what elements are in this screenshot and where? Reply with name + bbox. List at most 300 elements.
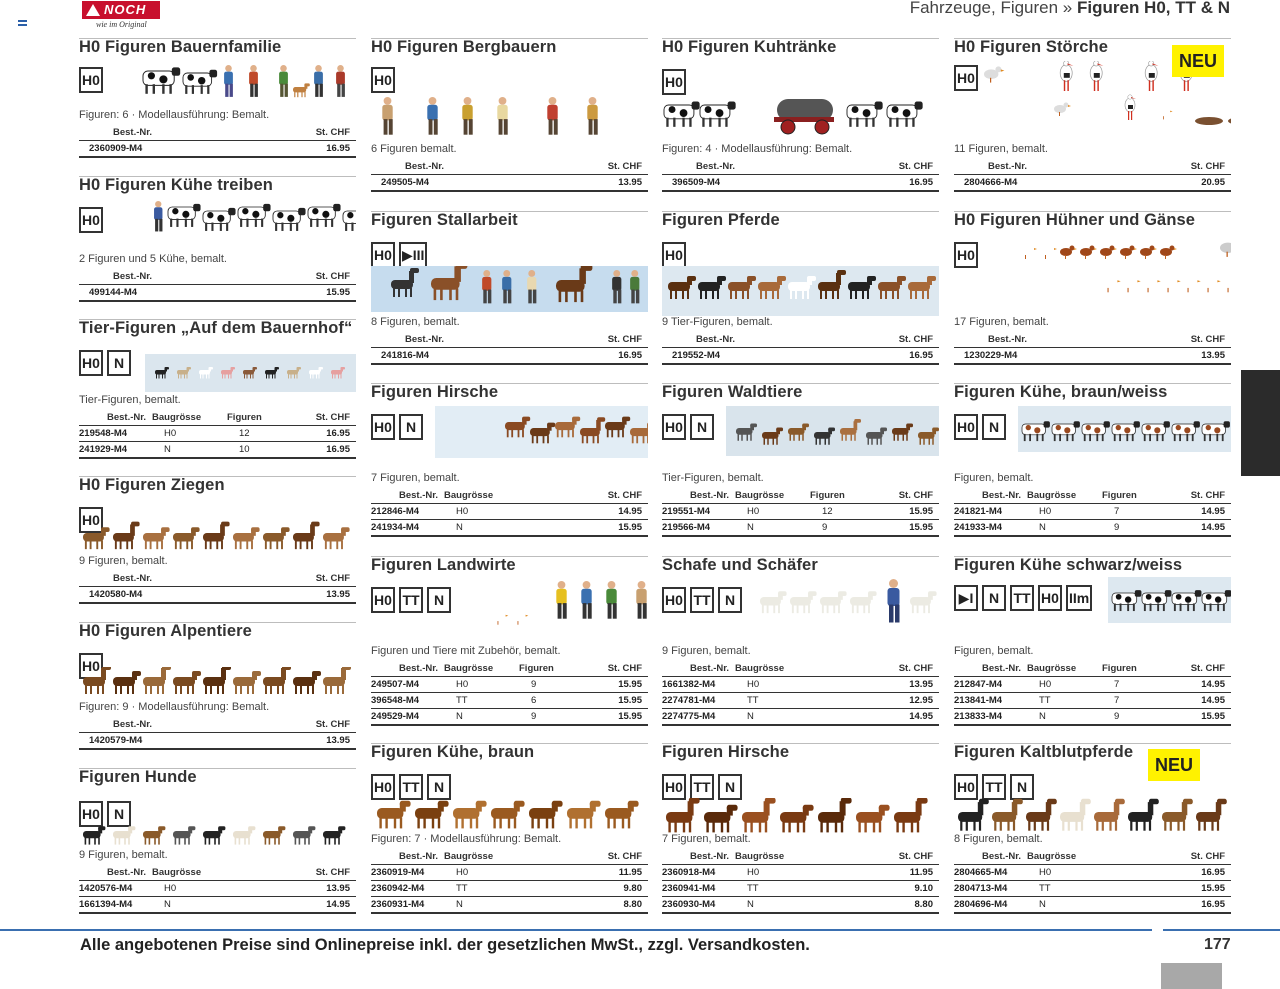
order-number[interactable]: 219566-M4 bbox=[662, 520, 735, 537]
col-best-nr: Best.-Nr. bbox=[107, 411, 147, 423]
col-price: St. CHF bbox=[1190, 333, 1225, 345]
scale-badge: ▶III bbox=[399, 242, 427, 268]
scale-value: H0 bbox=[444, 504, 514, 520]
price: 15.95 bbox=[1172, 709, 1231, 726]
order-number[interactable]: 219548-M4 bbox=[79, 426, 152, 442]
table-row[interactable] bbox=[371, 897, 648, 914]
col-baugroesse: Baugrösse bbox=[444, 489, 494, 501]
order-number[interactable]: 1661382-M4 bbox=[662, 677, 735, 693]
product-photo[interactable] bbox=[435, 406, 648, 458]
table-row[interactable] bbox=[662, 504, 939, 520]
product-description: 11 Figuren, bemalt. bbox=[954, 143, 1048, 155]
price: 15.95 bbox=[203, 285, 356, 302]
col-price: St. CHF bbox=[607, 160, 642, 172]
product-image bbox=[113, 199, 356, 239]
price-table bbox=[79, 125, 356, 158]
product-description: Figuren, bemalt. bbox=[954, 472, 1034, 484]
table-row[interactable] bbox=[954, 897, 1231, 914]
col-best-nr: Best.-Nr. bbox=[982, 850, 1022, 862]
scale-badges bbox=[371, 774, 451, 800]
price: 16.95 bbox=[1097, 897, 1231, 914]
product-title[interactable]: Figuren Landwirte bbox=[371, 556, 516, 574]
product-image bbox=[1018, 406, 1231, 452]
table-row[interactable] bbox=[371, 504, 648, 520]
breadcrumb-parent[interactable]: Fahrzeuge, Figuren » bbox=[909, 0, 1073, 17]
product-photo[interactable] bbox=[662, 266, 939, 316]
product-title[interactable]: Figuren Hirsche bbox=[662, 743, 790, 761]
product-title[interactable]: Figuren Waldtiere bbox=[662, 383, 803, 401]
scale-value: H0 bbox=[735, 504, 810, 520]
scale-badges bbox=[79, 207, 103, 233]
figure-count: 7 bbox=[1102, 504, 1172, 520]
breadcrumb bbox=[910, 0, 1230, 18]
product-image bbox=[1108, 577, 1231, 623]
price-table bbox=[954, 849, 1231, 914]
product-description: Figuren und Tiere mit Zubehör, bemalt. bbox=[371, 645, 561, 657]
product-title[interactable]: H0 Figuren Ziegen bbox=[79, 476, 225, 494]
col-figuren: Figuren bbox=[227, 411, 262, 423]
price: 13.95 bbox=[222, 881, 356, 897]
product-image bbox=[662, 91, 939, 141]
product-description: Figuren: 7 · Modellausführung: Bemalt. bbox=[371, 833, 562, 845]
col-price: St. CHF bbox=[315, 866, 350, 878]
product-title[interactable]: H0 Figuren Bauernfamilie bbox=[79, 38, 282, 56]
price: 14.95 bbox=[805, 709, 939, 726]
col-best-nr: Best.-Nr. bbox=[982, 662, 1022, 674]
scale-badges bbox=[371, 414, 423, 440]
table-row[interactable] bbox=[79, 442, 356, 459]
product-title[interactable]: Schafe und Schäfer bbox=[662, 556, 818, 574]
product-photo[interactable] bbox=[79, 521, 356, 557]
scale-badge: H0 bbox=[662, 587, 686, 613]
scale-value: N bbox=[1027, 897, 1097, 914]
col-best-nr: Best.-Nr. bbox=[988, 333, 1028, 345]
col-price: St. CHF bbox=[898, 333, 933, 345]
order-number[interactable]: 2804713-M4 bbox=[954, 881, 1027, 897]
footer-divider-right bbox=[1163, 929, 1280, 931]
table-row[interactable] bbox=[954, 881, 1231, 897]
table-row[interactable] bbox=[954, 175, 1231, 192]
col-price: St. CHF bbox=[898, 160, 933, 172]
col-baugroesse: Baugrösse bbox=[1027, 662, 1077, 674]
col-best-nr: Best.-Nr. bbox=[113, 572, 153, 584]
scale-badge: H0 bbox=[79, 653, 103, 679]
scale-badge: H0 bbox=[371, 587, 395, 613]
order-number[interactable]: 212846-M4 bbox=[371, 504, 444, 520]
order-number[interactable]: 2274781-M4 bbox=[662, 693, 735, 709]
order-number[interactable]: 213841-M4 bbox=[954, 693, 1027, 709]
product-photo[interactable] bbox=[113, 59, 356, 103]
product-description: 7 Figuren, bemalt. bbox=[662, 833, 751, 845]
scale-badge: N bbox=[427, 774, 451, 800]
figure-count: 7 bbox=[1102, 693, 1172, 709]
col-price: St. CHF bbox=[607, 850, 642, 862]
table-row[interactable] bbox=[79, 285, 356, 302]
breadcrumb-current: Figuren H0, TT & N bbox=[1077, 0, 1230, 17]
table-row[interactable] bbox=[79, 587, 356, 604]
order-number[interactable]: 1420580-M4 bbox=[79, 587, 203, 604]
scale-badge: H0 bbox=[79, 507, 103, 533]
price: 11.95 bbox=[514, 865, 648, 881]
scale-badge: TT bbox=[1010, 585, 1034, 611]
scale-badge: N bbox=[427, 587, 451, 613]
table-row[interactable] bbox=[662, 693, 939, 709]
product-kuehe-braun bbox=[371, 743, 648, 910]
product-description: 9 Figuren, bemalt. bbox=[662, 645, 751, 657]
order-number[interactable]: 2360941-M4 bbox=[662, 881, 735, 897]
col-best-nr: Best.-Nr. bbox=[696, 333, 736, 345]
product-stallarbeit bbox=[371, 211, 648, 361]
order-number[interactable]: 499144-M4 bbox=[79, 285, 203, 302]
price: 14.95 bbox=[1172, 677, 1231, 693]
product-description: 9 Figuren, bemalt. bbox=[79, 849, 168, 861]
scale-badge: H0 bbox=[954, 774, 978, 800]
table-row[interactable] bbox=[662, 520, 939, 537]
price: 13.95 bbox=[805, 677, 939, 693]
scale-badge: N bbox=[690, 414, 714, 440]
order-number[interactable]: 1230229-M4 bbox=[954, 348, 1078, 365]
table-row[interactable] bbox=[954, 693, 1231, 709]
page-corner-block bbox=[1161, 963, 1222, 989]
product-schafe bbox=[662, 556, 939, 722]
product-title[interactable]: Figuren Kühe, braun bbox=[371, 743, 535, 761]
product-image bbox=[756, 579, 939, 631]
col-best-nr: Best.-Nr. bbox=[696, 160, 736, 172]
price-table bbox=[662, 849, 939, 914]
figure-count: 12 bbox=[810, 504, 880, 520]
table-row[interactable] bbox=[662, 865, 939, 881]
col-best-nr: Best.-Nr. bbox=[405, 333, 445, 345]
order-number[interactable]: 241816-M4 bbox=[371, 348, 495, 365]
product-photo[interactable] bbox=[1018, 406, 1231, 452]
price: 16.95 bbox=[297, 442, 356, 459]
product-hunde bbox=[79, 768, 356, 910]
col-best-nr: Best.-Nr. bbox=[982, 489, 1022, 501]
order-number[interactable]: 1420576-M4 bbox=[79, 881, 152, 897]
scale-badge: TT bbox=[399, 587, 423, 613]
table-row[interactable] bbox=[371, 520, 648, 537]
table-row[interactable] bbox=[662, 677, 939, 693]
product-photo[interactable] bbox=[1108, 577, 1231, 623]
order-number[interactable]: 396548-M4 bbox=[371, 693, 444, 709]
col-price: St. CHF bbox=[607, 662, 642, 674]
product-title[interactable]: Figuren Pferde bbox=[662, 211, 780, 229]
price-table bbox=[371, 661, 648, 726]
col-price: St. CHF bbox=[315, 572, 350, 584]
order-number[interactable]: 249529-M4 bbox=[371, 709, 444, 726]
scale-value: N bbox=[152, 897, 222, 914]
product-title[interactable]: H0 Figuren Alpentiere bbox=[79, 622, 252, 640]
product-image bbox=[79, 521, 356, 557]
scale-badges bbox=[371, 242, 427, 268]
table-row[interactable] bbox=[954, 504, 1231, 520]
scale-badges bbox=[79, 67, 103, 93]
scale-badge: H0 bbox=[79, 350, 103, 376]
product-photo[interactable] bbox=[465, 579, 648, 631]
price: 13.95 bbox=[203, 733, 356, 750]
price: 15.95 bbox=[1097, 881, 1231, 897]
price: 15.95 bbox=[880, 504, 939, 520]
col-baugroesse: Baugrösse bbox=[735, 489, 785, 501]
price: 13.95 bbox=[495, 175, 648, 192]
col-price: St. CHF bbox=[315, 126, 350, 138]
brand-logo bbox=[82, 1, 160, 31]
scale-badge: H0 bbox=[371, 414, 395, 440]
order-number[interactable]: 2804696-M4 bbox=[954, 897, 1027, 914]
scale-value: TT bbox=[444, 693, 519, 709]
price: 20.95 bbox=[1078, 175, 1231, 192]
price: 13.95 bbox=[203, 587, 356, 604]
price-table bbox=[79, 717, 356, 750]
scale-badge: TT bbox=[399, 774, 423, 800]
scale-badge: H0 bbox=[79, 801, 103, 827]
price: 12.95 bbox=[805, 693, 939, 709]
product-photo[interactable] bbox=[113, 199, 356, 239]
table-row[interactable] bbox=[79, 426, 356, 442]
table-row[interactable] bbox=[79, 141, 356, 158]
product-description: Tier-Figuren, bemalt. bbox=[79, 394, 181, 406]
col-figuren: Figuren bbox=[810, 489, 845, 501]
product-photo[interactable] bbox=[726, 406, 939, 456]
table-row[interactable] bbox=[79, 897, 356, 914]
new-badge: NEU bbox=[1148, 749, 1200, 781]
product-title[interactable]: Figuren Hunde bbox=[79, 768, 197, 786]
product-title[interactable]: Figuren Stallarbeit bbox=[371, 211, 518, 229]
product-title[interactable]: Tier-Figuren „Auf dem Bauernhof“ bbox=[79, 319, 353, 337]
col-price: St. CHF bbox=[1190, 662, 1225, 674]
scale-badges bbox=[662, 774, 742, 800]
table-row[interactable] bbox=[662, 175, 939, 192]
table-row[interactable] bbox=[954, 677, 1231, 693]
table-row[interactable] bbox=[954, 709, 1231, 726]
col-baugroesse: Baugrösse bbox=[1027, 850, 1077, 862]
table-row[interactable] bbox=[79, 733, 356, 750]
col-price: St. CHF bbox=[1190, 489, 1225, 501]
order-number[interactable]: 2360931-M4 bbox=[371, 897, 444, 914]
scale-badge: TT bbox=[690, 587, 714, 613]
scale-value: H0 bbox=[152, 881, 222, 897]
scale-value: H0 bbox=[735, 865, 805, 881]
product-title[interactable]: Figuren Kühe schwarz/weiss bbox=[954, 556, 1183, 574]
product-title[interactable]: Figuren Kühe, braun/weiss bbox=[954, 383, 1168, 401]
product-title[interactable]: H0 Figuren Hühner und Gänse bbox=[954, 211, 1196, 229]
scale-value: H0 bbox=[444, 677, 519, 693]
scale-badges bbox=[662, 587, 742, 613]
scale-badge: H0 bbox=[662, 69, 686, 95]
order-number[interactable]: 2360909-M4 bbox=[79, 141, 203, 158]
product-hirsche-1 bbox=[371, 383, 648, 533]
scale-value: N bbox=[444, 709, 519, 726]
scale-badge: H0 bbox=[662, 414, 686, 440]
order-number[interactable]: 2360942-M4 bbox=[371, 881, 444, 897]
table-row[interactable] bbox=[662, 348, 939, 365]
order-number[interactable]: 241933-M4 bbox=[954, 520, 1027, 537]
product-photo[interactable] bbox=[371, 798, 648, 834]
scale-value: H0 bbox=[735, 677, 805, 693]
scale-badges bbox=[371, 587, 451, 613]
col-figuren: Figuren bbox=[1102, 489, 1137, 501]
order-number[interactable]: 213833-M4 bbox=[954, 709, 1027, 726]
order-number[interactable]: 1420579-M4 bbox=[79, 733, 203, 750]
scale-value: N bbox=[444, 897, 514, 914]
scale-badge: N bbox=[107, 801, 131, 827]
chapter-tab[interactable] bbox=[1241, 370, 1280, 476]
price-table bbox=[371, 159, 648, 192]
table-row[interactable] bbox=[79, 881, 356, 897]
product-photo[interactable] bbox=[79, 354, 356, 392]
col-best-nr: Best.-Nr. bbox=[399, 489, 439, 501]
order-number[interactable]: 396509-M4 bbox=[662, 175, 786, 192]
price-table bbox=[79, 865, 356, 914]
table-row[interactable] bbox=[371, 709, 648, 726]
price-table bbox=[954, 332, 1231, 365]
product-title[interactable]: H0 Figuren Störche bbox=[954, 38, 1108, 56]
product-description: 2 Figuren und 5 Kühe, bemalt. bbox=[79, 253, 227, 265]
price: 13.95 bbox=[1078, 348, 1231, 365]
scale-badge: H0 bbox=[79, 207, 103, 233]
price: 16.95 bbox=[786, 348, 939, 365]
scale-value: TT bbox=[735, 881, 805, 897]
product-alpentiere bbox=[79, 622, 356, 746]
order-number[interactable]: 241934-M4 bbox=[371, 520, 444, 537]
scale-value: N bbox=[735, 709, 805, 726]
order-number[interactable]: 249507-M4 bbox=[371, 677, 444, 693]
product-kuehe-treiben bbox=[79, 176, 356, 298]
order-number[interactable]: 2804666-M4 bbox=[954, 175, 1078, 192]
scale-value: H0 bbox=[152, 426, 227, 442]
product-description: 7 Figuren, bemalt. bbox=[371, 472, 460, 484]
product-kuhtraenke bbox=[662, 38, 939, 188]
logo-wordmark: NOCH bbox=[82, 1, 160, 19]
product-image bbox=[371, 91, 648, 141]
table-row[interactable] bbox=[662, 881, 939, 897]
price: 15.95 bbox=[880, 520, 939, 537]
figure-count: 9 bbox=[1102, 520, 1172, 537]
scale-badge: H0 bbox=[1038, 585, 1062, 611]
col-price: St. CHF bbox=[607, 333, 642, 345]
table-row[interactable] bbox=[371, 677, 648, 693]
price: 16.95 bbox=[786, 175, 939, 192]
price: 14.95 bbox=[222, 897, 356, 914]
price: 16.95 bbox=[1097, 865, 1231, 881]
price-table bbox=[662, 332, 939, 365]
table-row[interactable] bbox=[662, 709, 939, 726]
product-title[interactable]: Figuren Kaltblutpferde bbox=[954, 743, 1134, 761]
scale-badge: H0 bbox=[662, 242, 686, 268]
figure-count: 9 bbox=[519, 677, 589, 693]
table-row[interactable] bbox=[371, 175, 648, 192]
scale-badge: TT bbox=[690, 774, 714, 800]
product-photo[interactable] bbox=[756, 579, 939, 631]
scale-badges bbox=[954, 65, 978, 91]
product-image bbox=[435, 406, 648, 458]
product-photo[interactable] bbox=[984, 238, 1231, 310]
order-number[interactable]: 241929-M4 bbox=[79, 442, 152, 459]
scale-badges bbox=[954, 585, 1092, 611]
product-description: 8 Figuren, bemalt. bbox=[371, 316, 460, 328]
product-description: 8 Figuren, bemalt. bbox=[954, 833, 1043, 845]
figure-count: 10 bbox=[227, 442, 297, 459]
product-image bbox=[662, 266, 939, 316]
figure-count: 7 bbox=[1102, 677, 1172, 693]
order-number[interactable]: 219551-M4 bbox=[662, 504, 735, 520]
scale-value: TT bbox=[444, 881, 514, 897]
order-number[interactable]: 2804665-M4 bbox=[954, 865, 1027, 881]
col-price: St. CHF bbox=[1190, 850, 1225, 862]
product-image bbox=[465, 579, 648, 631]
scale-badge: TT bbox=[982, 774, 1006, 800]
product-title[interactable]: Figuren Hirsche bbox=[371, 383, 499, 401]
col-best-nr: Best.-Nr. bbox=[988, 160, 1028, 172]
scale-badges bbox=[954, 774, 1034, 800]
product-kuehe-braunweiss bbox=[954, 383, 1231, 533]
order-number[interactable]: 241821-M4 bbox=[954, 504, 1027, 520]
col-baugroesse: Baugrösse bbox=[444, 662, 494, 674]
product-tier-figuren bbox=[79, 319, 356, 455]
product-description: 6 Figuren bemalt. bbox=[371, 143, 457, 155]
product-title[interactable]: H0 Figuren Kuhtränke bbox=[662, 38, 837, 56]
order-number[interactable]: 219552-M4 bbox=[662, 348, 786, 365]
table-row[interactable] bbox=[371, 693, 648, 709]
product-waldtiere bbox=[662, 383, 939, 533]
product-photo[interactable] bbox=[371, 91, 648, 141]
col-best-nr: Best.-Nr. bbox=[399, 662, 439, 674]
order-number[interactable]: 2360918-M4 bbox=[662, 865, 735, 881]
order-number[interactable]: 2360919-M4 bbox=[371, 865, 444, 881]
product-title[interactable]: H0 Figuren Kühe treiben bbox=[79, 176, 273, 194]
product-description: Tier-Figuren, bemalt. bbox=[662, 472, 764, 484]
figure-count: 6 bbox=[519, 693, 589, 709]
table-row[interactable] bbox=[371, 865, 648, 881]
product-description: Figuren: 4 · Modellausführung: Bemalt. bbox=[662, 143, 853, 155]
table-row[interactable] bbox=[662, 897, 939, 914]
table-row[interactable] bbox=[954, 348, 1231, 365]
scale-badge: H0 bbox=[371, 774, 395, 800]
order-number[interactable]: 212847-M4 bbox=[954, 677, 1027, 693]
product-image bbox=[113, 59, 356, 103]
price: 14.95 bbox=[1172, 504, 1231, 520]
table-row[interactable] bbox=[371, 881, 648, 897]
order-number[interactable]: 249505-M4 bbox=[371, 175, 495, 192]
price: 9.80 bbox=[514, 881, 648, 897]
price: 11.95 bbox=[805, 865, 939, 881]
scale-value: N bbox=[444, 520, 514, 537]
table-row[interactable] bbox=[954, 520, 1231, 537]
table-row[interactable] bbox=[954, 865, 1231, 881]
table-row[interactable] bbox=[371, 348, 648, 365]
product-bauernfamilie bbox=[79, 38, 356, 154]
col-baugroesse: Baugrösse bbox=[152, 866, 202, 878]
price-table bbox=[371, 849, 648, 914]
product-photo[interactable] bbox=[371, 266, 648, 312]
price: 15.95 bbox=[589, 693, 648, 709]
order-number[interactable]: 2274775-M4 bbox=[662, 709, 735, 726]
price: 15.95 bbox=[589, 677, 648, 693]
order-number[interactable]: 2360930-M4 bbox=[662, 897, 735, 914]
col-figuren: Figuren bbox=[1102, 662, 1137, 674]
scale-badges bbox=[954, 242, 978, 268]
product-photo[interactable] bbox=[662, 91, 939, 141]
scale-badge: H0 bbox=[954, 414, 978, 440]
product-title[interactable]: H0 Figuren Bergbauern bbox=[371, 38, 557, 56]
order-number[interactable]: 1661394-M4 bbox=[79, 897, 152, 914]
price-table bbox=[954, 159, 1231, 192]
price: 8.80 bbox=[805, 897, 939, 914]
price: 14.95 bbox=[514, 504, 648, 520]
price-table bbox=[662, 159, 939, 192]
logo-tagline: wie im Original bbox=[96, 20, 147, 29]
scale-badge: N bbox=[718, 774, 742, 800]
